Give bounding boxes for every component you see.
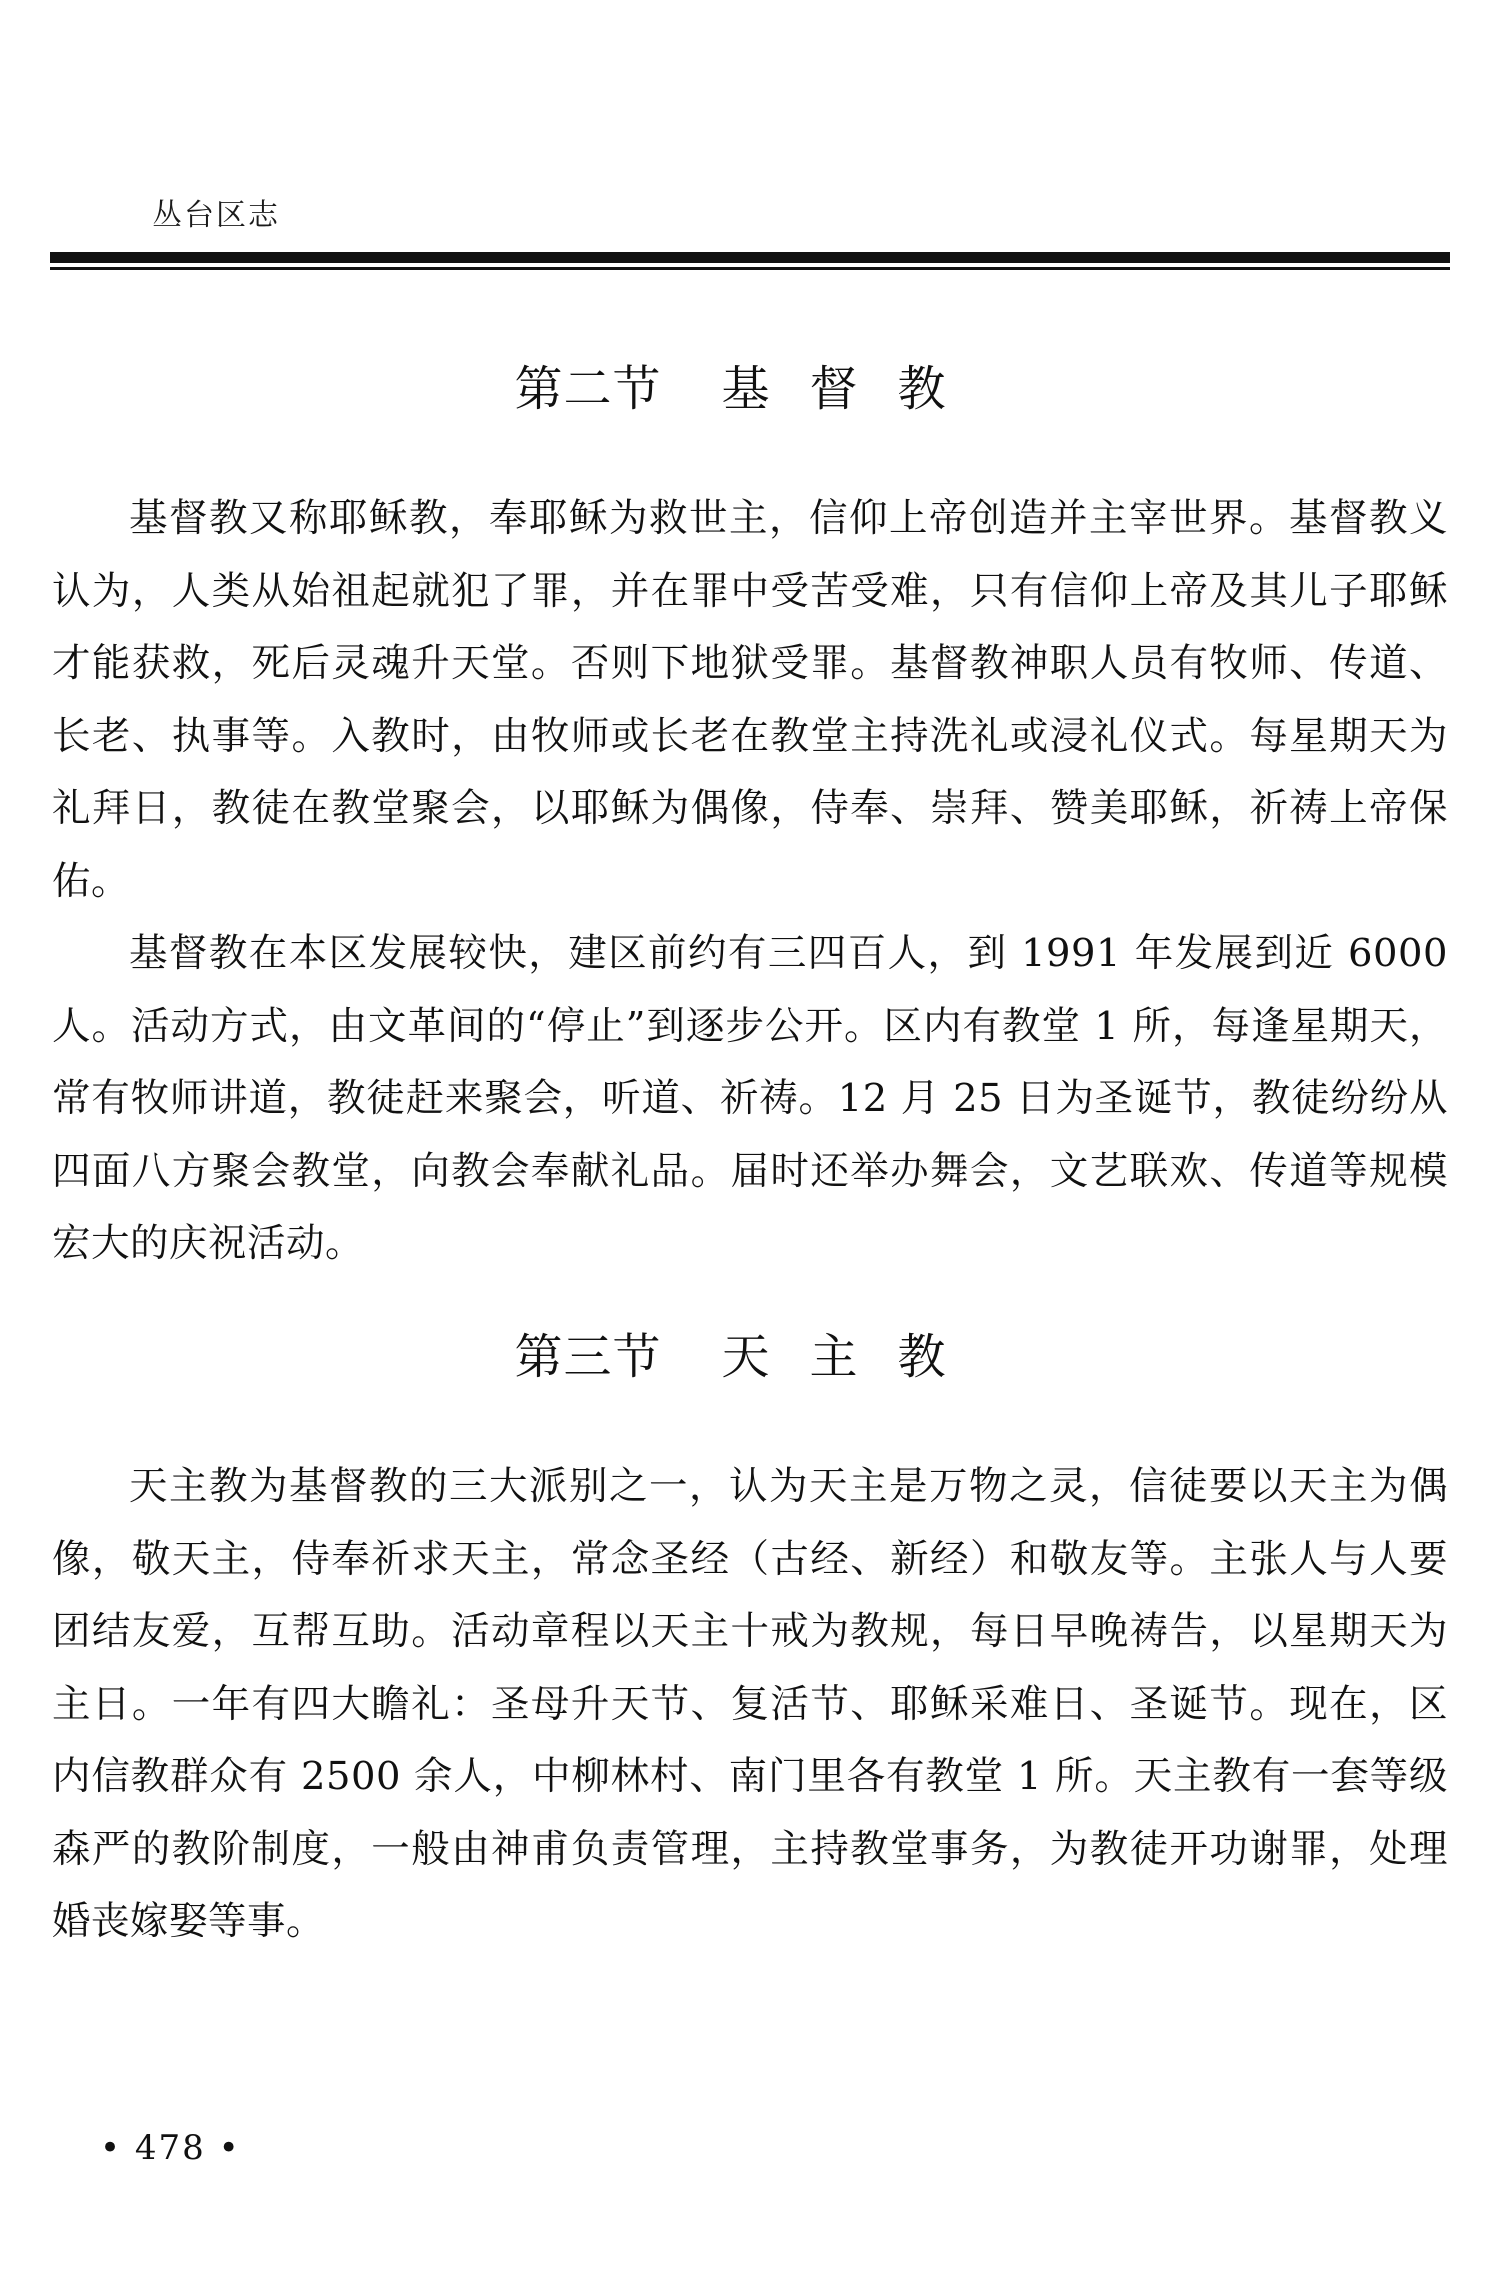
running-head: 丛台区志 (152, 198, 280, 233)
paragraph: 天主教为基督教的三大派别之一，认为天主是万物之灵，信徒要以天主为偶像，敬天主，侍奉祈求天主，常念圣经（古经、新经）和敬友等。主张人与人要团结友爱，互帮互助。活动章程以天主十戒为教规，每日早晚祷告，以星期天为主日。一年有四大瞻礼：圣母升天节、复活节、耶稣采难日、圣诞节。现在，区内信教群众有 2500 余人，中柳林村、南门里各有教堂 1 所。天主教有一套等级森严的教阶制度，一般由神甫负责管理，主持教堂事务，为教徒开功谢罪，处理婚丧嫁娶等事。 (52, 1464, 1448, 1944)
paragraph: 基督教在本区发展较快，建区前约有三四百人，到 1991 年发展到近 6000 人。活动方式，由文革间的“停止”到逐步公开。区内有教堂 1 所，每逢星期天，常有牧师讲道，教徒赶来聚会，听道、祈祷。12 月 25 日为圣诞节，教徒纷纷从四面八方聚会教堂，向教会奉献礼品。届时还举办舞会，文艺联欢、传道等规模宏大的庆祝活动。 (52, 931, 1448, 1266)
section-number: 第三节 (514, 1329, 662, 1385)
section-body-catholicism (52, 1451, 1448, 1959)
section-heading-catholicism (0, 1318, 1500, 1387)
section-heading-christianity (0, 350, 1500, 419)
section-body-christianity (52, 483, 1448, 1281)
section-title: 天主教 (721, 1329, 986, 1385)
section-title: 基督教 (721, 361, 986, 417)
section-number: 第二节 (514, 361, 662, 417)
page-number: • 478 • (100, 2128, 241, 2168)
header-rule-thin (50, 267, 1450, 270)
header-rule-thick (50, 252, 1450, 263)
paragraph: 基督教又称耶稣教，奉耶稣为救世主，信仰上帝创造并主宰世界。基督教义认为，人类从始祖起就犯了罪，并在罪中受苦受难，只有信仰上帝及其儿子耶稣才能获救，死后灵魂升天堂。否则下地狱受罪。基督教神职人员有牧师、传道、长老、执事等。入教时，由牧师或长老在教堂主持洗礼或浸礼仪式。每星期天为礼拜日，教徒在教堂聚会，以耶稣为偶像，侍奉、崇拜、赞美耶稣，祈祷上帝保佑。 (52, 496, 1448, 904)
